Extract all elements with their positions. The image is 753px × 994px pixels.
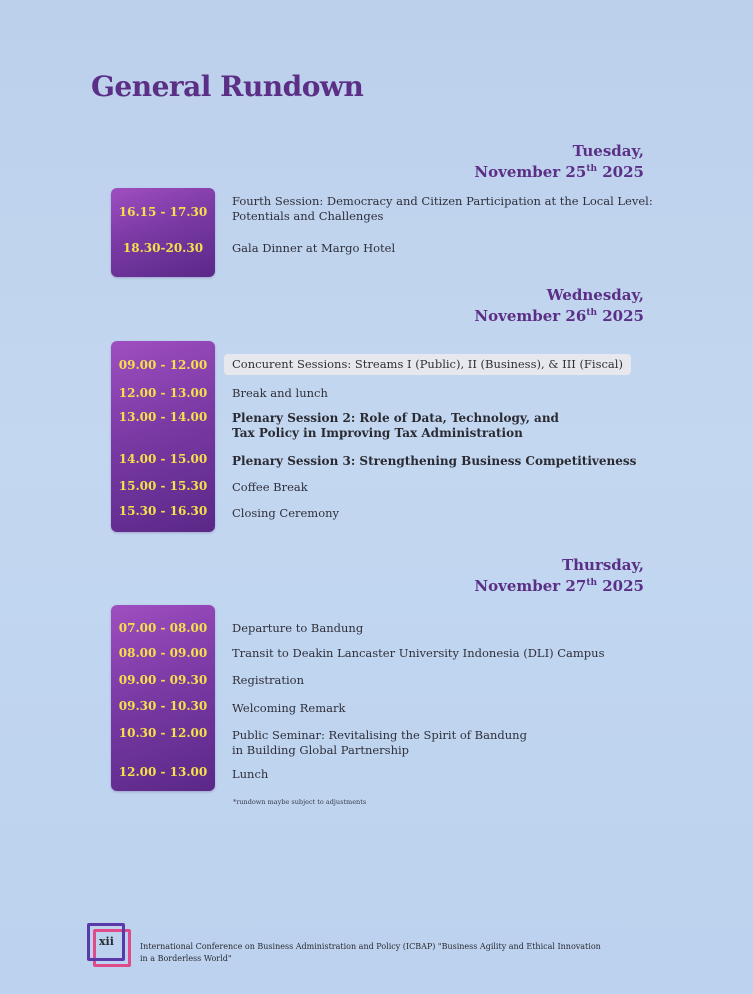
schedule-item: [232, 194, 653, 224]
time-slot: 14.00 - 15.00: [118, 452, 208, 466]
schedule-item-line: Plenary Session 2: Role of Data, Technology, and: [232, 411, 559, 425]
page-number-badge: [87, 923, 131, 967]
schedule-item-line: Coffee Break: [232, 480, 308, 494]
schedule-item: [232, 673, 304, 688]
time-slot: 16.15 - 17.30: [118, 205, 208, 219]
time-slot: 12.00 - 13.00: [118, 386, 208, 400]
schedule-item-line: Welcoming Remark: [232, 701, 346, 715]
schedule-item-highlighted: [224, 354, 631, 375]
day-date-prefix: November 26: [474, 307, 587, 325]
schedule-item: [232, 701, 345, 716]
schedule-item: [232, 646, 604, 661]
schedule-item-line: Concurent Sessions: Streams I (Public), II (Business), & III (Fiscal): [232, 357, 623, 371]
schedule-item: [232, 241, 395, 256]
day-date-year: 2025: [602, 577, 644, 595]
footer-line: International Conference on Business Administration and Policy (ICBAP) "Business Agility and Ethical Innovation: [140, 942, 601, 951]
day-date-suffix: th: [586, 164, 598, 174]
schedule-item: [232, 411, 559, 441]
time-slot: 09.00 - 12.00: [118, 358, 208, 372]
schedule-item-line: Tax Policy in Improving Tax Administration: [232, 426, 523, 440]
time-panel-tuesday: [111, 188, 215, 277]
day-date-year: 2025: [602, 163, 644, 181]
schedule-item-line: Potentials and Challenges: [232, 209, 384, 223]
schedule-item: [232, 386, 328, 401]
schedule-item-line: Fourth Session: Democracy and Citizen Participation at the Local Level:: [232, 194, 653, 208]
time-slot: 09.30 - 10.30: [118, 699, 208, 713]
day-date: [474, 576, 644, 597]
time-slot: 15.30 - 16.30: [118, 504, 208, 518]
day-date-prefix: November 27: [474, 577, 587, 595]
day-date-year: 2025: [602, 307, 644, 325]
schedule-item: [232, 728, 527, 758]
schedule-item-line: in Building Global Partnership: [232, 743, 410, 757]
schedule-item: [232, 506, 339, 521]
time-slot: 10.30 - 12.00: [118, 726, 208, 740]
day-date-prefix: November 25: [474, 163, 587, 181]
schedule-item-line: Departure to Bandung: [232, 621, 364, 635]
schedule-item-line: Gala Dinner at Margo Hotel: [232, 241, 396, 255]
day-date: [474, 306, 644, 327]
day-heading-wednesday: [474, 285, 644, 327]
day-date-suffix: th: [586, 308, 598, 318]
schedule-item-line: Registration: [232, 673, 305, 687]
footer-conference-title: [140, 941, 680, 965]
schedule-item: [232, 621, 363, 636]
time-slot: 07.00 - 08.00: [118, 621, 208, 635]
time-slot: 15.00 - 15.30: [118, 479, 208, 493]
schedule-item-line: Lunch: [232, 767, 269, 781]
schedule-item-line: Closing Ceremony: [232, 506, 340, 520]
day-heading-thursday: [474, 555, 644, 597]
schedule-item: [232, 480, 308, 495]
schedule-item: [232, 454, 636, 469]
schedule-item-line: Transit to Deakin Lancaster University Indonesia (DLI) Campus: [232, 646, 605, 660]
footer-line: in a Borderless World": [140, 954, 232, 963]
day-heading-tuesday: [474, 141, 644, 183]
day-date: [474, 162, 644, 183]
time-slot: 09.00 - 09.30: [118, 673, 208, 687]
page-number: xii: [99, 935, 114, 948]
schedule-item-line: Public Seminar: Revitalising the Spirit of Bandung: [232, 728, 527, 742]
page-title: General Rundown: [91, 70, 364, 103]
day-weekday: Tuesday,: [572, 142, 644, 160]
schedule-item-line: Plenary Session 3: Strengthening Business Competitiveness: [232, 454, 637, 468]
time-slot: 13.00 - 14.00: [118, 410, 208, 424]
day-weekday: Thursday,: [561, 556, 644, 574]
time-slot: 18.30-20.30: [122, 241, 204, 255]
time-slot: 08.00 - 09.00: [118, 646, 208, 660]
day-weekday: Wednesday,: [546, 286, 644, 304]
time-slot: 12.00 - 13.00: [118, 765, 208, 779]
day-date-suffix: th: [586, 578, 598, 588]
schedule-item-line: Break and lunch: [232, 386, 328, 400]
schedule-item: [232, 767, 268, 782]
footnote: *rundown maybe subject to adjustments: [233, 798, 367, 806]
